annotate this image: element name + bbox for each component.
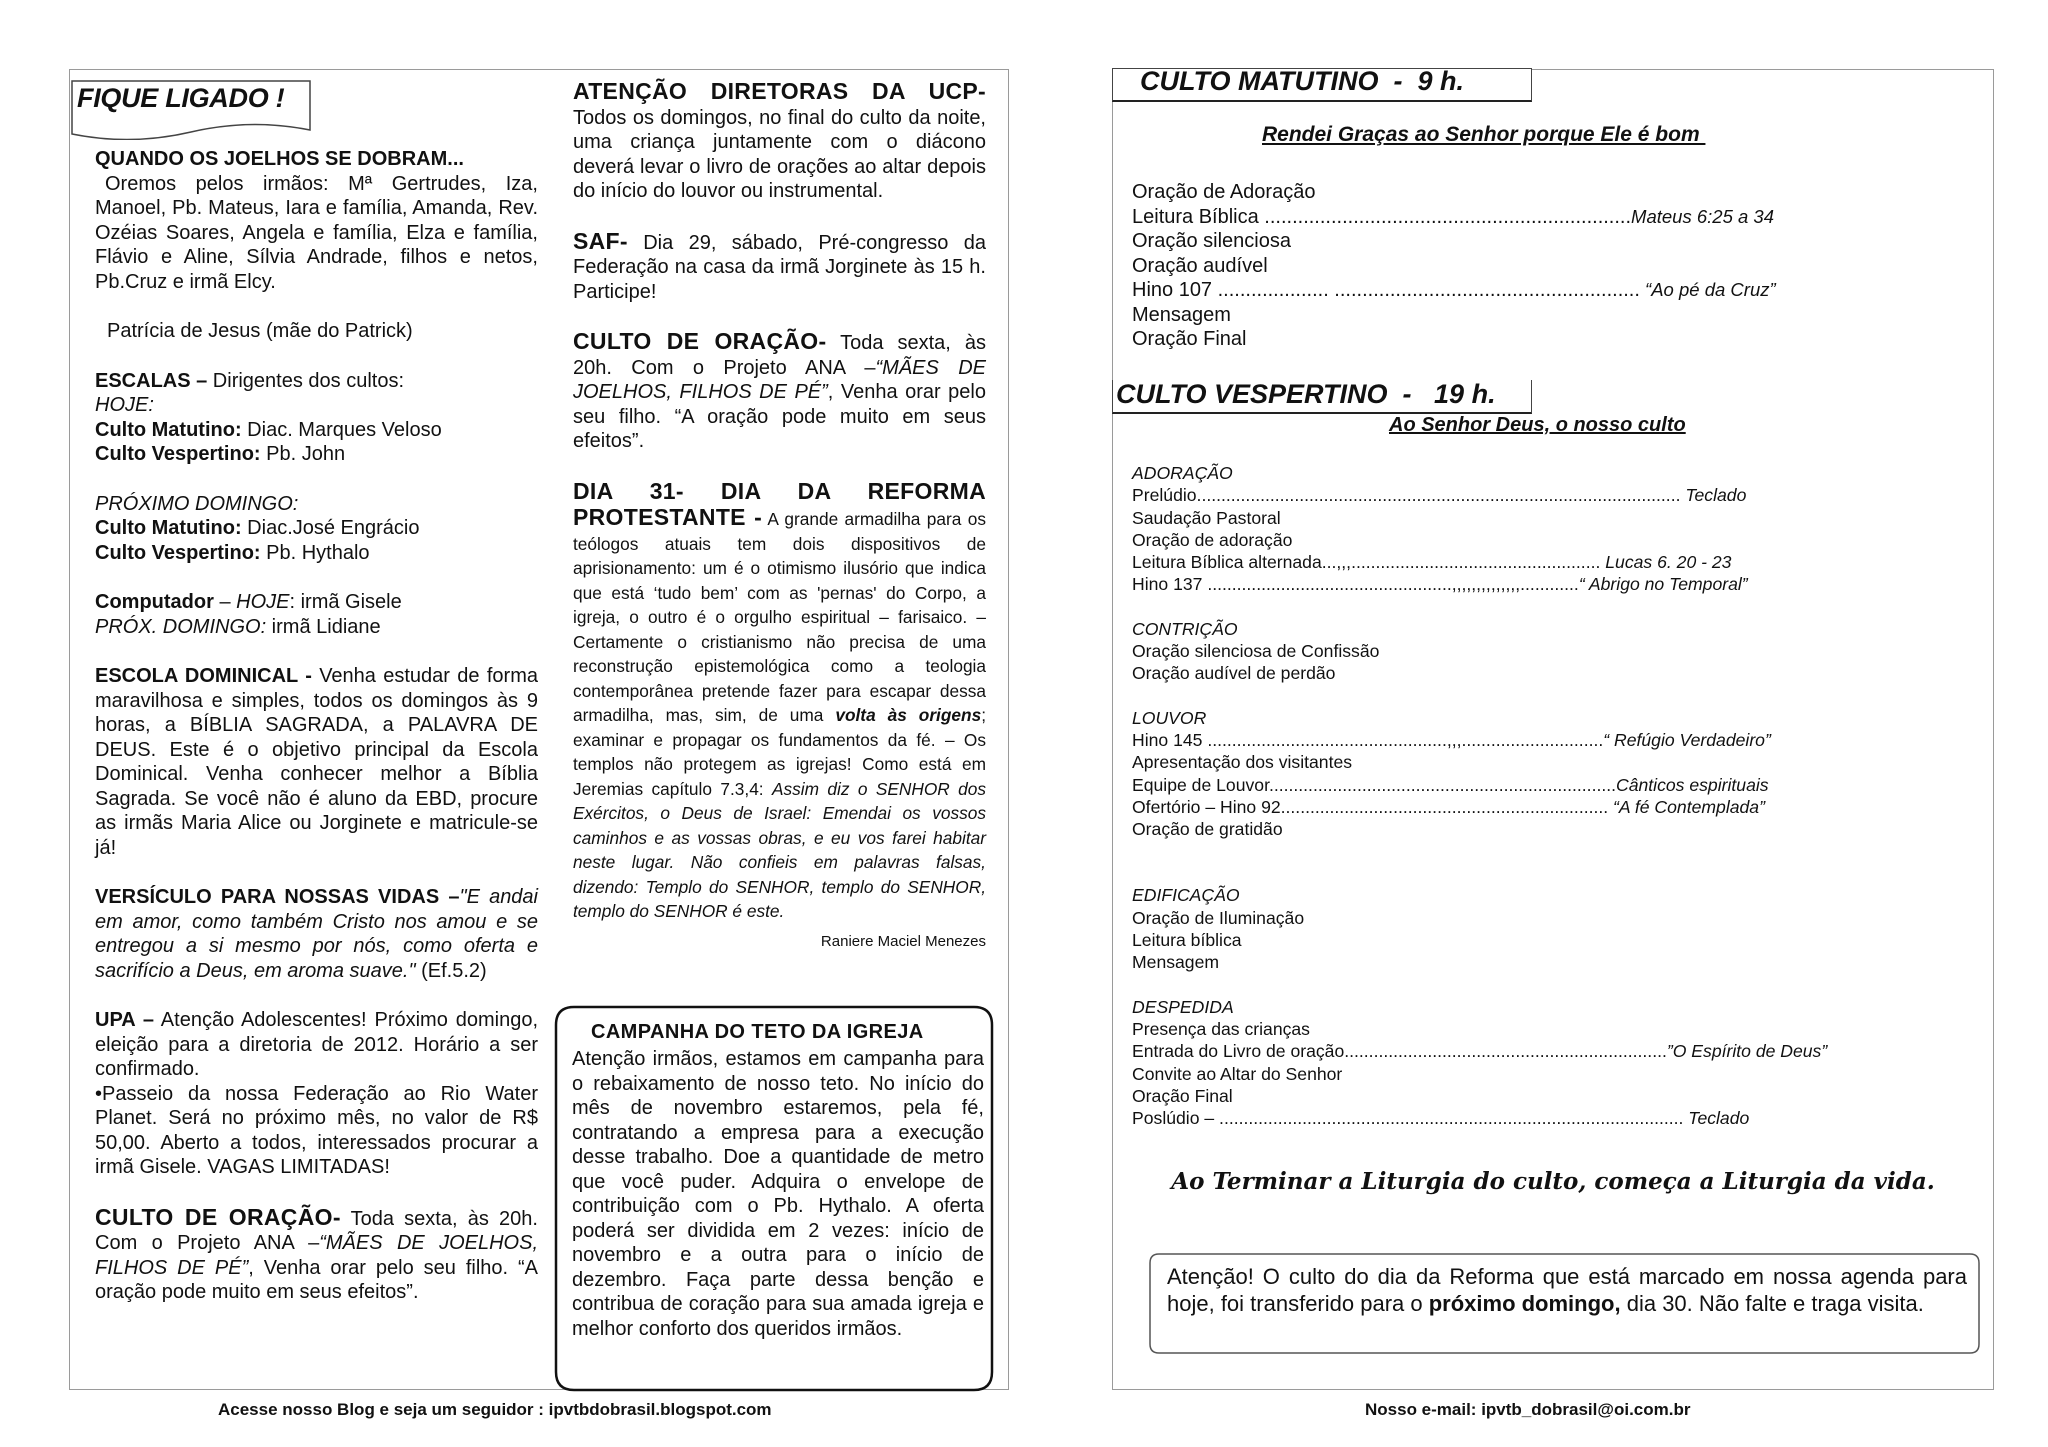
upa-text: Atenção Adolescentes! Próximo domingo, eleição para a diretoria de 2012. Horário a ser confirmado. [95,1009,538,1080]
saf-section [573,229,986,305]
item-text: Hino 107 .................... ....................................................... [1132,279,1640,301]
item-text: Saudação Pastoral [1132,507,1281,528]
proximo-label: PRÓXIMO DOMINGO: [95,492,299,515]
despedida-item [1132,1085,1827,1107]
prayer-text: Oremos pelos irmãos: Mª Gertrudes, Iza, Manoel, Pb. Mateus, Iara e família, Amanda, Rev. Ozéias Soares, Angela e família, Elza e família, Flávio e Aline, Sílvia Andrade, filhos e netos, Pb.Cruz e irmã Elcy. [95,172,538,293]
culto-oracao-italic-2: “MÃES DE JOELHOS, FILHOS DE PÉ” [573,356,987,403]
campanha-text: Atenção irmãos, estamos em campanha para o rebaixamento de nosso teto. No início do mês de novembro estaremos, pela fé, contratando a empresa para a execução desse trabalho. Doe a quantidade de metro que você puder. Adquira o envelope de contribuição com o Pb. Hythalo. A oferta poderá ser dividida em 2 vezes: início de novembro e a outra para o início de dezembro. Faça parte dessa benção e contribua de coração para sua amada igreja e melhor conforto dos queridos irmãos. [572,1048,984,1340]
item-text: Apresentação dos visitantes [1132,752,1353,773]
matutino-title: CULTO MATUTINO - 9 h. [1140,66,1464,96]
notice-text-a: Atenção! O culto do dia da Reforma que está marcado em nossa agenda para hoje, foi transferido para o [1167,1264,1967,1316]
hoje-matutino-label: Culto Matutino: [95,418,242,441]
edificacao-item: Mensagem [1132,952,1220,973]
item-text: Leitura Bíblica .................................................................. [1132,205,1632,228]
item-value: “A fé Contemplada” [1613,796,1765,817]
despedida-item [1132,1107,1827,1129]
notice-text-c: dia 30. Não falte e traga visita. [1620,1291,1924,1316]
item-value: Cânticos espirituais [1616,774,1769,795]
item-text: Leitura Bíblica alternada...,,,................................................... [1132,552,1606,573]
computador-label: Computador [95,591,214,613]
adoracao-heading: ADORAÇÃO [1132,463,1233,483]
computador-section [95,590,538,639]
escalas-label: ESCALAS – [95,369,208,392]
contricao-heading: CONTRIÇÃO [1132,618,1238,639]
contricao-item: Oração silenciosa de Confissão [1132,641,1380,662]
despedida-item [1132,1063,1827,1085]
culto-oracao-section-2 [573,329,986,454]
proximo-section [95,492,538,566]
matutino-item [1132,180,1776,205]
item-text: Prelúdio................................................................................................... [1132,485,1681,506]
adoracao-item [1132,551,1827,573]
item-text: Ofertório – Hino 92................................................................... [1132,796,1614,817]
matutino-item [1132,303,1776,328]
hoje-label: HOJE: [95,394,154,416]
notice-text-b: próximo domingo, [1428,1291,1621,1316]
item-text: Oração Final [1132,1085,1233,1106]
vespertino-list [1132,462,1827,1129]
item-text: Oração de gratidão [1132,819,1283,840]
email-footer: Nosso e-mail: ipvtb_dobrasil@oi.com.br [1365,1400,1691,1419]
left-column-2 [573,79,986,954]
item-value: “Ao pé da Cruz” [1639,279,1776,300]
fique-ligado-title: FIQUE LIGADO ! [77,83,285,113]
prox-vespertino-value: Pb. Hythalo [260,541,370,564]
item-text: Oração Final [1132,328,1247,350]
left-panel [69,69,1009,1390]
adoracao-item [1132,484,1827,506]
hoje-vespertino-value: Pb. John [260,443,346,465]
item-text: Oração de adoração [1132,529,1293,550]
computador-hoje-label: HOJE [236,591,290,613]
edificacao-heading: EDIFICAÇÃO [1132,885,1240,906]
computador-dash: – [213,591,237,613]
upa-label: UPA – [95,1009,155,1031]
matutino-list [1132,180,1776,352]
prayer-extra: Patrícia de Jesus (mãe do Patrick) [107,320,413,342]
adoracao-item [1132,507,1827,529]
item-text: Entrada do Livro de oração.................................................................. [1132,1041,1667,1062]
computador-prox-value: irmã Lidiane [266,615,381,638]
item-text: Hino 145 .................................................,,,............................. [1132,729,1604,750]
matutino-item [1132,254,1776,279]
item-value: Lucas 6. 20 - 23 [1605,552,1732,573]
hoje-vespertino-label: Culto Vespertino: [95,443,261,465]
culto-oracao-text-2: Toda sexta, às 20h. Com o Projeto ANA – [573,332,986,379]
item-text: Equipe de Louvor....................................................................... [1132,774,1617,795]
matutino-item [1132,205,1776,230]
item-text: Mensagem [1132,303,1231,326]
item-value: “ Refúgio Verdadeiro” [1603,729,1771,750]
escalas-text: Dirigentes dos cultos: [207,369,405,392]
prayer-title: QUANDO OS JOELHOS SE DOBRAM... [95,148,464,170]
prox-matutino-label: Culto Matutino: [95,517,242,539]
despedida-item [1132,1018,1827,1040]
culto-oracao-section-1 [95,1205,538,1305]
matutino-theme: Rendei Graças ao Senhor porque Ele é bom [1262,123,1706,146]
item-value: Teclado [1680,485,1747,506]
adoracao-item [1132,573,1827,595]
reforma-text-2: ; examinar e propagar os fundamentos da fé. – Os templos não protegem as igrejas! Como está em Jeremias capítulo 7.3,4: [573,705,987,799]
edificacao-item: Leitura bíblica [1132,930,1242,951]
item-text: Oração audível [1132,254,1268,277]
louvor-item [1132,729,1827,751]
reforma-text: A grande armadilha para os teólogos atuais tem dois dispositivos de aprisionamento: um é o otimismo ilusório que indica que está ‘tudo bem’ com as 'pernas' do Corpo, a igreja, o outro é o orgulho espiritual – farisaico. – Certamente o cristianismo não precisa de uma reconstrução epistemológica como a teologia contemporânea pretende fazer para escapar dessa armadilha, mas, sim, de uma [573,509,986,725]
item-value: “ Abrigo no Temporal” [1578,574,1748,595]
matutino-item [1132,278,1776,303]
vespertino-theme: Ao Senhor Deus, o nosso culto [1389,414,1686,436]
ebd-text: Venha estudar de forma maravilhosa e simples, todos os domingos às 9 horas, a BÍBLIA SAGRADA, a PALAVRA DE DEUS. Este é o objetivo principal da Escola Dominical. Venha conhecer melhor a Bíblia Sagrada. Se você não é aluno da EBD, procure as irmãs Maria Alice ou Jorginete e matricule-se já! [95,665,538,859]
reforma-notice [1167,1263,1967,1317]
reforma-quote: Assim diz o SENHOR dos Exércitos, o Deus de Israel: Emendai os vossos caminhos e as vossas obras, e eu vos farei habitar neste lugar. Não confieis em palavras falsas, dizendo: Templo do SENHOR, templo do SENHOR, templo do SENHOR é este. [573,778,986,921]
versiculo-ref: (Ef.5.2) [415,959,487,982]
item-value: ”O Espírito de Deus” [1666,1041,1828,1062]
ebd-section [95,664,538,860]
contricao-item: Oração audível de perdão [1132,663,1336,684]
ucp-label: ATENÇÃO DIRETORAS DA UCP- [573,78,986,104]
reforma-section [573,479,986,924]
culto-oracao-label-2: CULTO DE ORAÇÃO- [573,328,827,354]
upa-section [95,1008,538,1180]
blog-footer: Acesse nosso Blog e seja um seguidor : ipvtbdobrasil.blogspot.com [218,1400,772,1419]
item-text: Oração de Adoração [1132,181,1316,203]
item-text: Poslúdio – ............................................................................................... [1132,1108,1684,1129]
reforma-author: Raniere Maciel Menezes [820,932,986,950]
item-text: Hino 137 ..................................................,,,,,,,,,,,,,,............ [1132,574,1579,595]
item-text: Convite ao Altar do Senhor [1132,1063,1343,1084]
louvor-item [1132,751,1827,773]
computador-prox-label: PRÓX. DOMINGO: [95,615,267,638]
hoje-matutino-value: Diac. Marques Veloso [241,418,442,441]
campanha-title: CAMPANHA DO TETO DA IGREJA [591,1021,924,1043]
upa-text-2: •Passeio da nossa Federação ao Rio Water Planet. Será no próximo mês, no valor de R$ 50,00. Aberto a todos, interessados procurar a irmã Gisele. VAGAS LIMITADAS! [95,1082,538,1178]
adoracao-item [1132,529,1827,551]
ucp-text: Todos os domingos, no final do culto da noite, uma criança juntamente com o diácono deverá levar o livro de orações ao altar depois do início do louvor ou instrumental. [573,106,986,202]
louvor-item [1132,774,1827,796]
louvor-item [1132,796,1827,818]
culto-oracao-end-1: , Venha orar pelo seu filho. “A oração pode muito em seus efeitos”. [95,1256,538,1303]
vespertino-title: CULTO VESPERTINO - 19 h. [1116,379,1496,409]
ucp-section [573,79,986,204]
item-value: Mateus 6:25 a 34 [1631,205,1775,227]
matutino-item [1132,327,1776,352]
left-column-1 [95,147,538,1305]
versiculo-label: VERSÍCULO PARA NOSSAS VIDAS – [95,886,460,908]
versiculo-section [95,885,538,983]
computador-hoje-value: : irmã Gisele [289,591,402,613]
despedida-heading: DESPEDIDA [1132,996,1234,1017]
saf-text: Dia 29, sábado, Pré-congresso da Federação na casa da irmã Jorginete às 15 h. Participe! [573,231,986,303]
culto-oracao-text-1: Toda sexta, às 20h. Com o Projeto ANA – [95,1207,538,1254]
louvor-heading: LOUVOR [1132,707,1207,728]
reforma-label: DIA 31- DIA DA REFORMA PROTESTANTE - [573,477,986,530]
culto-oracao-italic-1: “MÃES DE JOELHOS, FILHOS DE PÉ” [95,1232,539,1279]
culto-oracao-end-2: , Venha orar pelo seu filho. “A oração pode muito em seus efeitos”. [573,381,986,452]
louvor-item [1132,818,1827,840]
versiculo-text: "E andai em amor, como também Cristo nos amou e se entregou a si mesmo por nós, como oferta e sacrifício a Deus, em aroma suave." [95,886,539,982]
prox-matutino-value: Diac.José Engrácio [241,517,420,539]
prox-vespertino-label: Culto Vespertino: [95,541,261,564]
item-text: Presença das crianças [1132,1018,1310,1039]
ebd-label: ESCOLA DOMINICAL - [95,665,312,687]
item-text: Oração silenciosa [1132,230,1291,252]
matutino-item [1132,229,1776,254]
escalas-section [95,369,538,467]
liturgy-quote: Ao Terminar a Liturgia do culto, começa a Liturgia da vida. [1171,1168,1935,1195]
item-value: Teclado [1683,1108,1750,1129]
culto-oracao-label-1: CULTO DE ORAÇÃO- [95,1203,341,1230]
edificacao-item: Oração de Iluminação [1132,907,1305,928]
despedida-item [1132,1040,1827,1062]
saf-label: SAF- [573,227,628,254]
reforma-emphasis: volta às origens [835,705,982,725]
